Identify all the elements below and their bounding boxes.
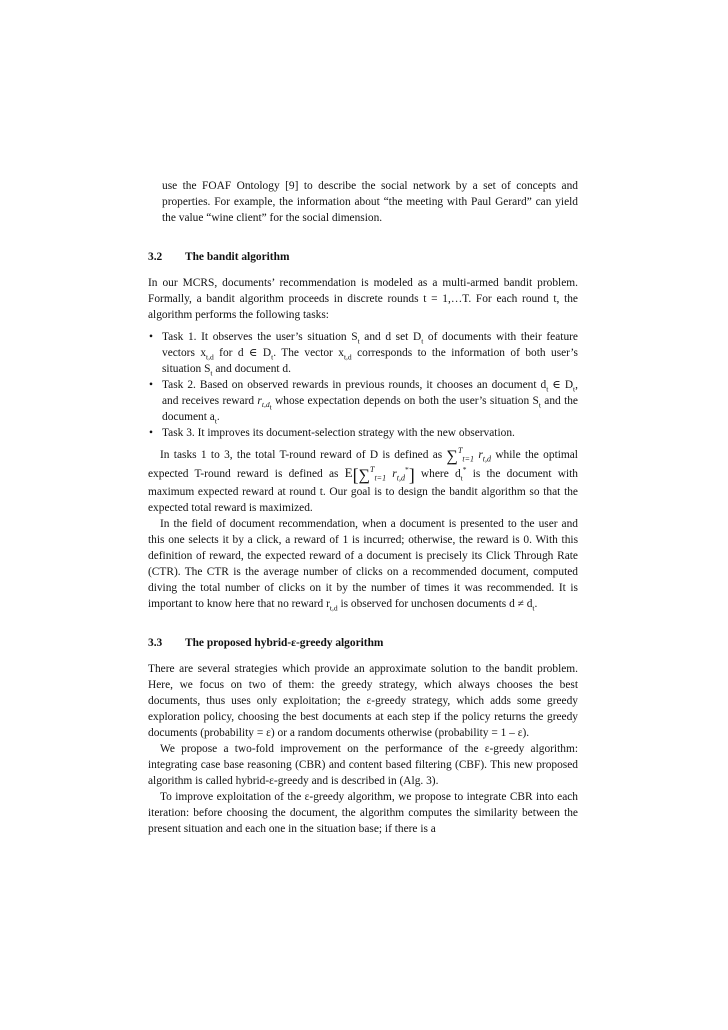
- reward-formula: $r_{t,d_t}$: [257, 395, 272, 412]
- paragraph-total-reward: In tasks 1 to 3, the total T-round reward of D is defined as ∑$^T_{t=1}$ $r_{t,d}$ while the optimal expected T-round reward is defined as E[∑$^T_{t=1}$ $r_{t,d}^*$] where $d_t^*$ is the document with maximum expected reward at round t. Our goal is to design the bandit algorithm so that the expected total reward is maximized.: [148, 446, 578, 514]
- total-reward-formula: ∑$^T_{t=1}$ $r_{t,d}$: [446, 446, 492, 465]
- section-heading-3-2: [148, 249, 578, 265]
- intro-paragraph: use the FOAF Ontology [9] to describe the social network by a set of concepts and properties. For example, the information about “the meeting with Paul Gerard” can yield the value “wine client” for the social dimension.: [162, 180, 578, 224]
- paragraph-bandit-intro: In our MCRS, documents’ recommendation is modeled as a multi-armed bandit problem. Formally, a bandit algorithm proceeds in discrete rounds t = 1,…T. For each round t, the algorithm performs the following tasks:: [148, 277, 578, 321]
- page-body: [148, 178, 578, 837]
- element-of-symbol: ∈: [552, 379, 561, 391]
- task-item-2: • Task 2. Based on observed rewards in previous rounds, it chooses an document $d_t$ ∈ $D_t$, and receives reward $r_{t,d_t}$ whose expectation depends on both the user’s situation $S_t$ and the document $a_t$.: [148, 377, 578, 425]
- paragraph-exploitation: To improve exploitation of the ε-greedy algorithm, we propose to integrate CBR into each iteration: before choosing the document, the algorithm computes the similarity between the present situation and each one in the situation base; if there is a: [148, 791, 578, 835]
- section-number: 3.2: [148, 251, 163, 263]
- task-item-1: • Task 1. It observes the user’s situation $S_t$ and d set $D_t$ of documents with their feature vectors $x_{t,d}$ for d ∈ $D_t$. The vector $x_{t,d}$ corresponds to the information of both user’s situation $S_t$ and document d.: [148, 329, 578, 377]
- element-of-symbol: ∈: [249, 347, 258, 359]
- task-item-3: • Task 3. It improves its document-selection strategy with the new observation.: [148, 425, 578, 441]
- section-title: The bandit algorithm: [185, 251, 290, 263]
- section-title: The proposed hybrid-ε-greedy algorithm: [185, 637, 384, 649]
- task-list: [148, 329, 578, 441]
- expected-reward-formula: E[∑$^T_{t=1}$ $r_{t,d}^*$]: [344, 465, 415, 485]
- section-number: 3.3: [148, 637, 163, 649]
- paragraph-strategies: There are several strategies which provide an approximate solution to the bandit problem. Here, we focus on two of them: the greedy strategy, which always chooses the best documents, thus uses only exploitation; the ε-greedy strategy, which adds some greedy exploration policy, choosing the best documents at each step if the policy returns the greedy documents (probability = ε) or a random documents otherwise (probability = 1 – ε).: [148, 663, 578, 739]
- paragraph-proposal: We propose a two-fold improvement on the performance of the ε-greedy algorithm: integrating case base reasoning (CBR) and content based filtering (CBF). This new proposed algorithm is called hybrid-ε-greedy and is described in (Alg. 3).: [148, 743, 578, 787]
- section-heading-3-3: [148, 635, 578, 651]
- paragraph-ctr: In the field of document recommendation, when a document is presented to the user and this one selects it by a click, a reward of 1 is incurred; otherwise, the reward is 0. With this definition of reward, the expected reward of a document is precisely its Click Through Rate (CTR). The CTR is the average number of clicks on a recommended document, computed diving the total number of clicks on it by the number of times it was recommended. It is important to know here that no reward $r_{t,d}$ is observed for unchosen documents $d \ne d_t$.: [148, 518, 578, 613]
